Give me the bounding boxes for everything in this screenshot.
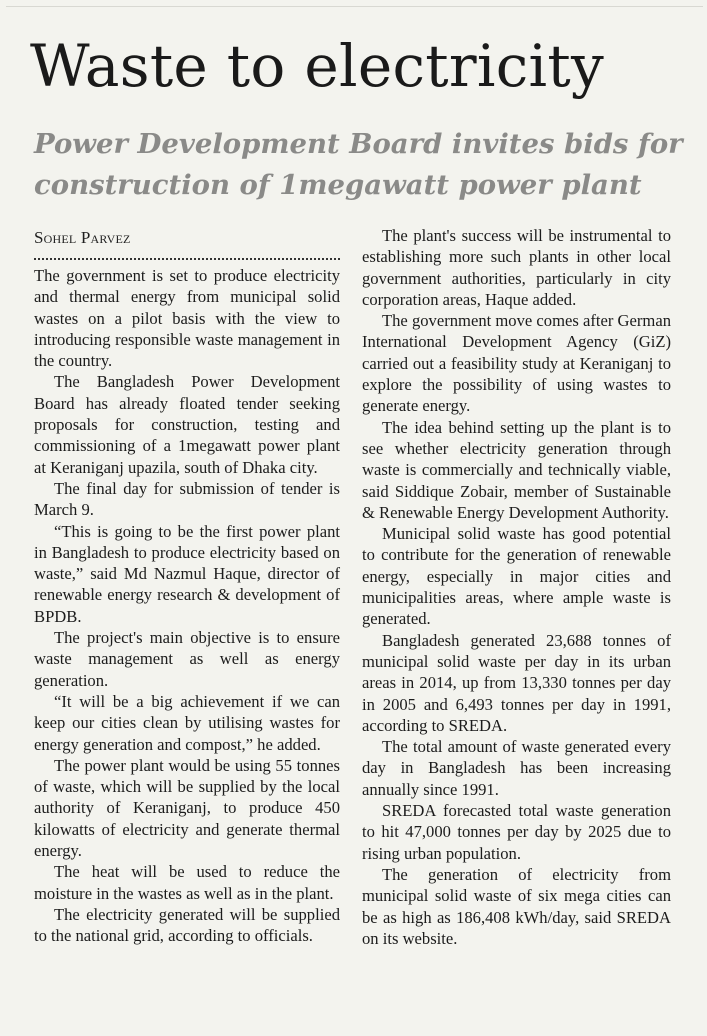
paragraph: The generation of electricity from municipal solid waste of six mega cities can be as high as 186,408 kWh/day, said SREDA on its website. bbox=[362, 864, 671, 948]
article-column-right bbox=[362, 225, 671, 949]
article-column-left bbox=[34, 265, 340, 947]
byline: Sohel Parvez bbox=[34, 228, 131, 247]
paragraph: The project's main objective is to ensure waste management as well as energy generation. bbox=[34, 628, 340, 690]
paragraph: “It will be a big achievement if we can keep our cities clean by utilising wastes for energy generation and compost,” he added. bbox=[34, 691, 340, 754]
subheadline: Power Development Board invites bids for construction of 1megawatt power plant bbox=[34, 128, 683, 201]
paragraph: The government move comes after German International Development Agency (GiZ) carried out a feasibility study at Keraniganj to explore the possibility of using wastes to generate energy. bbox=[362, 311, 671, 416]
paragraph: The power plant would be using 55 tonnes of waste, which will be supplied by the local authority of Keraniganj, to produce 450 kilowatts of electricity and generate thermal energy. bbox=[34, 755, 340, 861]
paragraph: The electricity generated will be supplied to the national grid, according to officials. bbox=[34, 904, 340, 946]
paragraph: Bangladesh generated 23,688 tonnes of municipal solid waste per day in its urban areas in 2014, up from 13,330 tonnes per day in 2005 and 6,493 tonnes per day in 1991, according to SREDA. bbox=[362, 630, 671, 735]
paragraph: The plant's success will be instrumental to establishing more such plants in other local government authorities, particularly in city corporation areas, Haque added. bbox=[362, 226, 671, 309]
paragraph: The Bangladesh Power Development Board has already floated tender seeking proposals for construction, testing and commissioning of a 1megawatt power plant at Keraniganj upazila, south of Dhaka city. bbox=[34, 372, 340, 477]
paragraph: Municipal solid waste has good potential to contribute for the generation of renewable energy, especially in major cities and municipalities areas, where ample waste is generated. bbox=[362, 524, 671, 629]
paragraph: The heat will be used to reduce the moisture in the wastes as well as in the plant. bbox=[34, 862, 340, 903]
byline-divider bbox=[34, 258, 340, 260]
paragraph: “This is going to be the first power plant in Bangladesh to produce electricity based on waste,” said Md Nazmul Haque, director of renewable energy research & development of BPDB. bbox=[34, 521, 340, 626]
clipping-border bbox=[6, 6, 703, 7]
headline: Waste to electricity bbox=[30, 32, 605, 100]
paragraph: The idea behind setting up the plant is to see whether electricity generation through waste is commercially and technically viable, said Siddique Zobair, member of Sustainable & Renewable Energy Development Authority. bbox=[362, 417, 671, 522]
paragraph: The total amount of waste generated every day in Bangladesh has been increasing annually since 1991. bbox=[362, 737, 671, 799]
paragraph: The government is set to produce electricity and thermal energy from municipal solid wastes on a pilot basis with the view to introducing responsible waste management in the country. bbox=[34, 266, 340, 371]
paragraph: SREDA forecasted total waste generation to hit 47,000 tonnes per day by 2025 due to rising urban population. bbox=[362, 801, 671, 863]
paragraph: The final day for submission of tender is March 9. bbox=[34, 478, 340, 520]
